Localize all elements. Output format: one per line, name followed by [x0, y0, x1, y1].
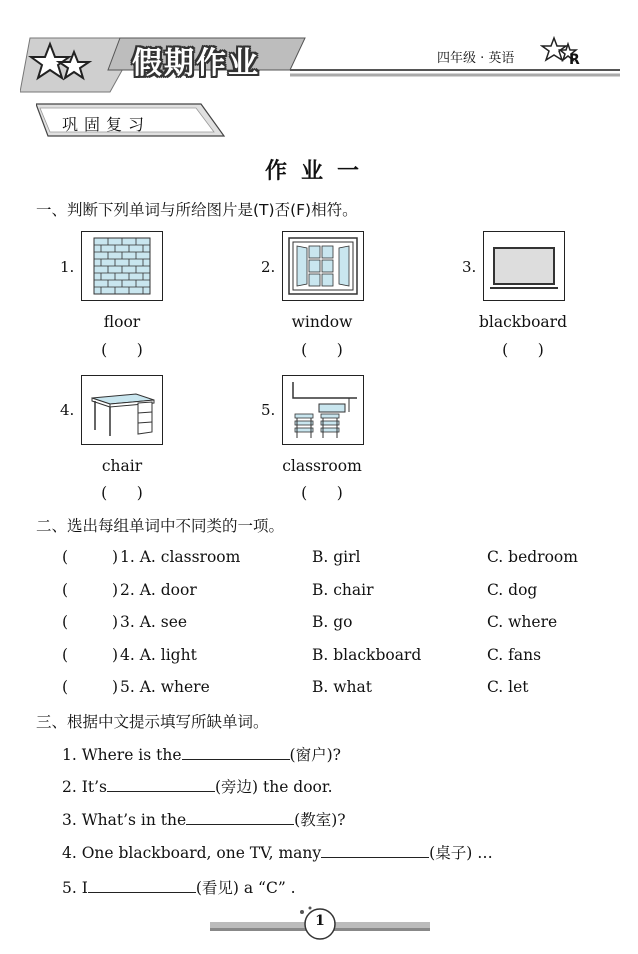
option-c: C. bedroom — [487, 548, 578, 566]
answer-paren-close: ) — [112, 581, 119, 599]
answer-paren-close: ) — [112, 646, 119, 664]
answer-paren-open[interactable]: ( — [62, 613, 69, 631]
part1-heading: 一、判断下列单词与所给图片是(T)否(F)相符。 — [36, 201, 358, 219]
answer-paren-open[interactable]: ( — [62, 646, 69, 664]
answer-blank[interactable]: ( ) — [301, 341, 343, 359]
sentence-end: a “C” . — [238, 879, 296, 897]
fill-blank-input[interactable] — [88, 878, 196, 893]
item-number: 5. — [261, 401, 276, 419]
window-picture — [282, 231, 364, 301]
item-number: 1. — [60, 258, 75, 276]
answer-blank[interactable]: ( ) — [502, 341, 544, 359]
item-number: 4. — [60, 401, 75, 419]
grade-subject: 四年级 · 英语 — [437, 51, 515, 66]
option-a: 3. A. see — [120, 613, 188, 631]
answer-blank[interactable]: ( ) — [101, 484, 143, 502]
header-banner — [20, 30, 620, 100]
option-b: B. girl — [312, 548, 361, 566]
homework-title: 作业一 — [264, 158, 373, 184]
chinese-hint: (看见) — [195, 879, 239, 897]
sentence-start: 4. One blackboard, one TV, many — [62, 844, 322, 862]
chinese-hint: (旁边) — [214, 778, 259, 796]
item-number: 2. — [261, 258, 276, 276]
option-b: B. chair — [312, 581, 374, 599]
answer-blank[interactable]: ( ) — [101, 341, 143, 359]
item-word: chair — [101, 457, 143, 475]
item-word: floor — [103, 313, 141, 331]
option-b: B. what — [312, 678, 372, 696]
list-item — [62, 841, 493, 863]
stars-logo-icon — [28, 40, 98, 90]
sentence-start: 3. What’s in the — [62, 811, 187, 829]
page-number: 1 — [315, 913, 325, 929]
answer-paren-open[interactable]: ( — [62, 678, 69, 696]
edition-mark: R — [569, 52, 580, 68]
item-word: blackboard — [478, 313, 568, 331]
sentence-end: … — [472, 844, 493, 862]
item-word: classroom — [282, 457, 362, 475]
sentence-start: 5. I — [62, 879, 88, 897]
list-item — [62, 743, 341, 765]
option-a: 4. A. light — [120, 646, 197, 664]
classroom-picture — [282, 375, 364, 445]
answer-paren-close: ) — [112, 613, 119, 631]
option-b: B. go — [312, 613, 353, 631]
list-item — [62, 775, 333, 797]
item-word: window — [291, 313, 353, 331]
list-item — [62, 876, 296, 898]
option-b: B. blackboard — [312, 646, 422, 664]
answer-paren-close: ) — [112, 548, 119, 566]
option-c: C. dog — [487, 581, 538, 599]
desk-picture — [81, 375, 163, 445]
part2-heading: 二、选出每组单词中不同类的一项。 — [36, 517, 285, 535]
chinese-hint: (窗户)? — [289, 746, 341, 764]
banner-title: 假期作业 — [132, 46, 260, 81]
chinese-hint: (教室)? — [294, 811, 346, 829]
sentence-start: 2. It’s — [62, 778, 107, 796]
fill-blank-input[interactable] — [182, 745, 290, 760]
answer-paren-open[interactable]: ( — [62, 581, 69, 599]
answer-paren-close: ) — [112, 678, 119, 696]
sentence-start: 1. Where is the — [62, 746, 182, 764]
option-c: C. where — [487, 613, 558, 631]
brick-wall-picture — [81, 231, 163, 301]
part3-heading: 三、根据中文提示填写所缺单词。 — [36, 713, 269, 731]
option-a: 1. A. classroom — [120, 548, 241, 566]
list-item — [62, 808, 346, 830]
fill-blank-input[interactable] — [186, 810, 294, 825]
option-c: C. let — [487, 678, 529, 696]
option-a: 5. A. where — [120, 678, 210, 696]
option-c: C. fans — [487, 646, 542, 664]
chinese-hint: (桌子) — [429, 844, 473, 862]
option-a: 2. A. door — [120, 581, 197, 599]
answer-blank[interactable]: ( ) — [301, 484, 343, 502]
answer-paren-open[interactable]: ( — [62, 548, 69, 566]
blackboard-picture — [483, 231, 565, 301]
section-tab-label: 巩固复习 — [62, 115, 151, 134]
item-number: 3. — [462, 258, 477, 276]
fill-blank-input[interactable] — [107, 777, 215, 792]
fill-blank-input[interactable] — [321, 843, 429, 858]
sentence-end: the door. — [258, 778, 333, 796]
